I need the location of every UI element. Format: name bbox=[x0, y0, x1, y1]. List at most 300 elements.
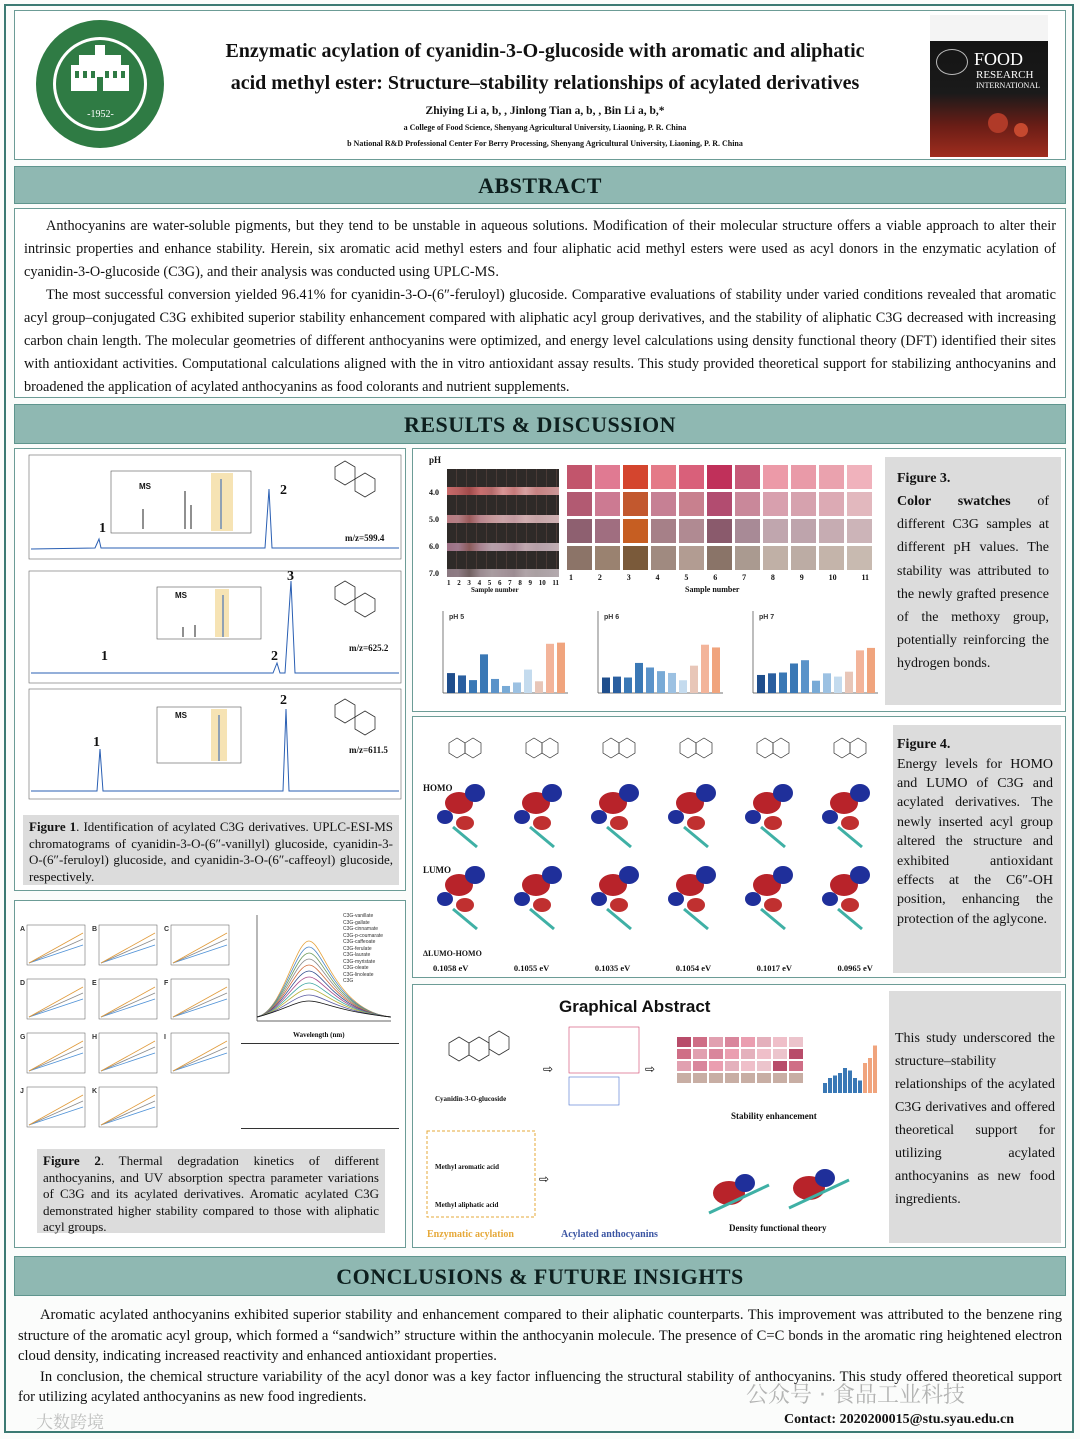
kinetics-panels bbox=[19, 915, 239, 1145]
ga-aromatic-label: Methyl aromatic acid bbox=[435, 1163, 500, 1171]
kinetics-line bbox=[101, 993, 155, 1017]
uv-legend-item: C3G-p-coumarate bbox=[343, 932, 384, 939]
lumo-orbital bbox=[619, 866, 639, 884]
peak-label: 2 bbox=[280, 693, 287, 708]
delta-e-bar bbox=[646, 667, 654, 693]
color-swatch bbox=[595, 492, 620, 516]
lumo-label: LUMO bbox=[423, 865, 451, 875]
delta-e-bar bbox=[513, 682, 521, 693]
ga-orbital bbox=[735, 1174, 755, 1192]
ga-swatch bbox=[757, 1073, 771, 1083]
figure-4-title: Figure 4. bbox=[897, 737, 951, 752]
delta-e-bar bbox=[757, 675, 765, 693]
affiliation-a: a College of Food Science, Shenyang Agricultural University, Liaoning, P. R. China bbox=[403, 123, 687, 132]
delta-e-bar bbox=[447, 673, 455, 693]
uv-legend-item: C3G-vanillate bbox=[343, 913, 374, 919]
kinetics-panel-label: A bbox=[20, 926, 26, 933]
kinetics-panel-label: K bbox=[92, 1088, 98, 1095]
delta-e-bar bbox=[690, 666, 698, 693]
delta-e-chart-title: pH 6 bbox=[604, 614, 620, 621]
figure-1-text: . Identification of acylated C3G derivatives. UPLC-ESI-MS chromatograms of cyanidin-3-O-(6″-vanillyl) glucoside, cyanidin-3-O-(6″-feruloyl) glucoside, and cyanidin-3-O-(6″-caffeoyl) glucoside, respectively. bbox=[29, 819, 393, 884]
ga-bar bbox=[833, 1076, 837, 1094]
color-swatch bbox=[763, 492, 788, 516]
lumo-orbital bbox=[465, 866, 485, 884]
affiliation-b: b National R&D Professional Center For Berry Processing, Shenyang Agricultural University, Liaoning, P. R. China bbox=[347, 139, 743, 148]
color-swatch bbox=[679, 492, 704, 516]
uv-legend-item: C3G-ferulate bbox=[343, 945, 372, 952]
kinetics-panel-label: F bbox=[164, 980, 169, 987]
homo-orbital bbox=[850, 784, 870, 802]
sample-number: 2 bbox=[597, 573, 602, 582]
ga-swatch bbox=[773, 1073, 787, 1083]
homo-orbital bbox=[822, 810, 838, 824]
journal-title-3: INTERNATIONAL bbox=[976, 81, 1040, 90]
ga-bar bbox=[848, 1071, 852, 1094]
homo-orbital bbox=[514, 810, 530, 824]
color-swatches bbox=[567, 465, 877, 585]
color-swatch bbox=[595, 519, 620, 543]
color-swatch bbox=[623, 546, 648, 570]
color-swatch bbox=[819, 546, 844, 570]
ga-swatch bbox=[709, 1061, 723, 1071]
figure-3-caption bbox=[885, 457, 1061, 705]
color-swatch bbox=[567, 465, 592, 489]
delta-e-bar bbox=[790, 663, 798, 693]
authors: Zhiying Li a, b, , Jinlong Tian a, b, , Bin Li a, b,* bbox=[425, 105, 665, 117]
sample-number: 5 bbox=[487, 579, 492, 587]
kinetics-panel-label: H bbox=[92, 1034, 98, 1041]
color-swatch bbox=[707, 492, 732, 516]
color-swatch bbox=[791, 519, 816, 543]
color-swatch bbox=[707, 546, 732, 570]
graphical-abstract-art bbox=[419, 1023, 889, 1243]
color-swatch bbox=[595, 465, 620, 489]
figure-3-panel bbox=[412, 448, 1066, 712]
uv-legend-item: C3G-myristate bbox=[343, 958, 376, 965]
kinetics-panel-label: C bbox=[164, 926, 170, 933]
delta-e-bar bbox=[535, 681, 543, 693]
color-swatch bbox=[651, 519, 676, 543]
delta-e-charts bbox=[423, 597, 883, 707]
homo-orbital bbox=[687, 816, 705, 830]
ga-swatch bbox=[741, 1037, 755, 1047]
figure-2-label: Figure 2 bbox=[43, 1153, 101, 1168]
sample-number: 3 bbox=[467, 579, 471, 587]
delta-e-bar bbox=[668, 673, 676, 693]
sample-number: 3 bbox=[626, 573, 631, 582]
color-swatch bbox=[791, 465, 816, 489]
abstract-box bbox=[14, 208, 1066, 398]
header bbox=[14, 10, 1066, 160]
kinetics-line bbox=[101, 1101, 155, 1125]
graphical-abstract-title: Graphical Abstract bbox=[559, 997, 711, 1016]
delta-e-chart-title: pH 5 bbox=[449, 614, 465, 621]
delta-e-bar bbox=[624, 678, 632, 693]
peak-label: 1 bbox=[99, 521, 106, 536]
mz-label-3: m/z=611.5 bbox=[349, 745, 388, 755]
kinetics-panel-label: D bbox=[20, 980, 26, 987]
homo-orbital bbox=[696, 784, 716, 802]
color-swatch bbox=[623, 492, 648, 516]
homo-orbital bbox=[619, 784, 639, 802]
color-swatch bbox=[847, 492, 872, 516]
color-swatch bbox=[707, 465, 732, 489]
molecule-structure bbox=[834, 738, 866, 758]
sample-number: 4 bbox=[655, 573, 660, 582]
color-swatch bbox=[819, 465, 844, 489]
color-swatch bbox=[847, 546, 872, 570]
lumo-orbital bbox=[610, 898, 628, 912]
abstract-heading: ABSTRACT bbox=[14, 166, 1066, 204]
figure-1-caption bbox=[23, 815, 399, 885]
ga-bar bbox=[823, 1083, 827, 1093]
ga-bar bbox=[868, 1058, 872, 1093]
delta-e-bar bbox=[613, 677, 621, 693]
figure-1-chromatograms bbox=[15, 449, 407, 809]
ga-swatch bbox=[773, 1037, 787, 1047]
peak-label: 3 bbox=[287, 569, 294, 584]
molecule-structure bbox=[449, 738, 481, 758]
kinetics-line bbox=[173, 993, 227, 1017]
aromatic-acyl-box bbox=[569, 1027, 639, 1073]
kinetics-line bbox=[101, 939, 155, 963]
ga-swatch bbox=[677, 1049, 691, 1059]
energy-values: 0.1058 eV 0.1055 eV 0.1035 eV 0.1054 eV 0.1017 eV 0.0965 eV bbox=[433, 963, 873, 973]
lumo-orbital bbox=[696, 866, 716, 884]
ga-swatch bbox=[693, 1061, 707, 1071]
ga-bar bbox=[858, 1081, 862, 1094]
sample-number: 7 bbox=[742, 573, 747, 582]
peak-label: 2 bbox=[271, 649, 278, 664]
sample-number: 1 bbox=[447, 579, 451, 587]
logo-year: -1952- bbox=[87, 109, 114, 120]
sample-number: 6 bbox=[713, 573, 718, 582]
abstract-paragraph-2: The most successful conversion yielded 96.41% for cyanidin-3-O-(6″-feruloyl) glucoside. Comparative evaluations of stability under varied conditions revealed that aromatic acyl group–conjugated C3G exhibited superior stability enhancement compared with aliphatic acyl group derivatives, and the stability of aliphatic C3G decreased with increasing carbon chain length. The molecular geometries of different anthocyanins were optimized, and energy level calculations using density functional theory (DFT) identified their sites with antioxidant activities. Computational calculations aligned with the in vitro antioxidant assay results. This study provided theoretical support for stabilizing anthocyanins and broadened the application of acylated anthocyanins as food colorants and nutrient supplements. bbox=[24, 287, 1056, 395]
ga-bar bbox=[843, 1068, 847, 1093]
graphical-abstract-text: This study underscored the structure–stability relationships of the acylated C3G derivatives and offered theoretical support for utilizing acylated anthocyanins as new food ingredients. bbox=[895, 1031, 1055, 1207]
ga-swatch bbox=[773, 1061, 787, 1071]
peak-label: 1 bbox=[93, 735, 100, 750]
ga-bar bbox=[863, 1063, 867, 1093]
delta-e-chart-title: pH 7 bbox=[759, 614, 775, 621]
delta-e-bar bbox=[679, 680, 687, 693]
lumo-orbital bbox=[822, 892, 838, 906]
figure-2-text: . Thermal degradation kinetics of different anthocyanins, and UV absorption spectra parameter variations of C3G and its acylated derivatives. Aromatic acylated C3G demonstrated higher stability compared to those with aliphatic acyl groups. bbox=[43, 1153, 379, 1234]
kinetics-line bbox=[173, 1047, 227, 1071]
lumo-orbital bbox=[437, 892, 453, 906]
ga-swatch bbox=[741, 1073, 755, 1083]
color-swatch bbox=[735, 546, 760, 570]
molecule-structure bbox=[526, 738, 558, 758]
delta-e-bar bbox=[712, 647, 720, 693]
sample-number: 10 bbox=[828, 573, 837, 582]
delta-e-bar bbox=[635, 663, 643, 693]
ga-swatch bbox=[677, 1073, 691, 1083]
sample-number-label-right: Sample number bbox=[685, 585, 740, 594]
delta-e-bar bbox=[834, 677, 842, 693]
ga-swatch bbox=[677, 1037, 691, 1047]
kinetics-line bbox=[101, 1047, 155, 1071]
ga-swatch bbox=[789, 1073, 803, 1083]
homo-orbital bbox=[591, 810, 607, 824]
homo-orbital bbox=[437, 810, 453, 824]
color-swatch bbox=[567, 546, 592, 570]
kinetics-panel-label: G bbox=[20, 1034, 26, 1041]
ph-label: pH bbox=[429, 455, 442, 465]
ga-swatch bbox=[709, 1073, 723, 1083]
delta-e-bar bbox=[768, 673, 776, 693]
ga-swatch bbox=[725, 1049, 739, 1059]
color-swatch bbox=[791, 492, 816, 516]
color-swatch bbox=[819, 492, 844, 516]
delta-e-bar bbox=[801, 660, 809, 693]
delta-e-bar bbox=[491, 679, 499, 693]
results-heading: RESULTS & DISCUSSION bbox=[14, 404, 1066, 444]
kinetics-panel-label: E bbox=[92, 980, 97, 987]
kinetics-panel-label: B bbox=[92, 926, 98, 933]
delta-e-bar bbox=[823, 673, 831, 693]
homo-orbital bbox=[610, 816, 628, 830]
uv-legend bbox=[343, 913, 383, 985]
color-swatch bbox=[847, 519, 872, 543]
ga-bar bbox=[828, 1078, 832, 1093]
delta-e-bar bbox=[480, 654, 488, 693]
color-swatch bbox=[763, 546, 788, 570]
delta-e-bar bbox=[602, 678, 610, 693]
mz-label-2: m/z=625.2 bbox=[349, 643, 389, 653]
sample-number: 11 bbox=[861, 573, 869, 582]
poster-title bbox=[195, 35, 895, 99]
figure-1-label: Figure 1 bbox=[29, 819, 77, 834]
contact-line: Contact: 2020200015@stu.syau.edu.cn bbox=[784, 1412, 1015, 1427]
figure-3-bold: Color swatches bbox=[897, 494, 1011, 509]
lumo-orbital bbox=[514, 892, 530, 906]
ga-bar bbox=[873, 1046, 877, 1094]
color-swatch bbox=[735, 465, 760, 489]
delta-e-bar bbox=[458, 675, 466, 693]
figure-4-caption bbox=[893, 725, 1061, 973]
sample-number: 7 bbox=[508, 579, 512, 587]
graphical-abstract-text-box bbox=[889, 991, 1061, 1243]
delta-e-bar bbox=[502, 686, 510, 693]
lumo-orbital bbox=[745, 892, 761, 906]
ga-stability-label: Stability enhancement bbox=[731, 1111, 817, 1121]
lumo-orbital bbox=[850, 866, 870, 884]
ga-swatch bbox=[789, 1037, 803, 1047]
uv-legend-item: C3G-caffeoate bbox=[343, 939, 376, 945]
color-swatch bbox=[651, 492, 676, 516]
figure-3-title: Figure 3. bbox=[897, 471, 951, 486]
peak-label: 2 bbox=[280, 483, 287, 498]
ga-swatch bbox=[789, 1061, 803, 1071]
peak-label: 1 bbox=[101, 649, 108, 664]
uv-legend-item: C3G-oleate bbox=[343, 965, 369, 971]
kinetics-line bbox=[29, 939, 83, 963]
molecule-structure bbox=[680, 738, 712, 758]
ga-swatch bbox=[725, 1061, 739, 1071]
watermark-corner: 大数跨境 bbox=[36, 1413, 104, 1433]
lumo-orbital bbox=[687, 898, 705, 912]
journal-cover bbox=[930, 15, 1048, 157]
delta-e-bar bbox=[856, 650, 864, 693]
color-swatch bbox=[819, 519, 844, 543]
sample-number: 1 bbox=[569, 573, 573, 582]
color-swatch bbox=[567, 519, 592, 543]
color-swatch bbox=[679, 519, 704, 543]
mz-label-1: m/z=599.4 bbox=[345, 533, 385, 543]
university-logo bbox=[33, 17, 168, 152]
ga-swatch bbox=[693, 1073, 707, 1083]
color-swatch bbox=[707, 519, 732, 543]
lumo-orbital bbox=[533, 898, 551, 912]
color-swatch bbox=[763, 465, 788, 489]
ga-swatch bbox=[709, 1037, 723, 1047]
ga-swatch bbox=[741, 1049, 755, 1059]
color-swatch bbox=[735, 519, 760, 543]
dft-orbitals bbox=[419, 723, 889, 973]
color-swatch bbox=[679, 546, 704, 570]
homo-orbital bbox=[764, 816, 782, 830]
ga-swatch bbox=[773, 1049, 787, 1059]
ga-swatch bbox=[789, 1049, 803, 1059]
ga-swatch bbox=[757, 1049, 771, 1059]
ga-swatch bbox=[693, 1049, 707, 1059]
delta-e-bar bbox=[657, 671, 665, 693]
ga-swatch bbox=[757, 1037, 771, 1047]
uv-legend-item: C3G bbox=[343, 978, 354, 984]
arrow: ⇨ bbox=[645, 1062, 656, 1076]
color-swatch bbox=[623, 519, 648, 543]
ga-swatch bbox=[725, 1037, 739, 1047]
conclusions-heading: CONCLUSIONS & FUTURE INSIGHTS bbox=[14, 1256, 1066, 1296]
arrow: ⇨ bbox=[543, 1062, 554, 1076]
homo-orbital bbox=[773, 784, 793, 802]
color-swatch bbox=[791, 546, 816, 570]
figure-4-panel bbox=[412, 716, 1066, 978]
molecule-structure bbox=[603, 738, 635, 758]
color-swatch bbox=[763, 519, 788, 543]
sample-number: 8 bbox=[770, 573, 775, 582]
sample-number: 2 bbox=[457, 579, 461, 587]
uv-legend-item: C3G-gallate bbox=[343, 919, 370, 926]
ga-bar bbox=[853, 1078, 857, 1093]
sample-number: 4 bbox=[477, 579, 482, 587]
arrow: ⇨ bbox=[539, 1172, 550, 1186]
sample-number: 11 bbox=[552, 579, 559, 587]
uv-legend-item: C3G-linoleate bbox=[343, 971, 374, 978]
homo-orbital bbox=[456, 816, 474, 830]
kinetics-line bbox=[29, 993, 83, 1017]
sample-axis-right bbox=[569, 573, 869, 582]
uv-legend-item: C3G-cinnamate bbox=[343, 926, 379, 932]
color-swatch bbox=[847, 465, 872, 489]
delta-e-bar bbox=[867, 648, 875, 693]
delta-e-bar bbox=[812, 681, 820, 693]
ga-swatch bbox=[693, 1037, 707, 1047]
lumo-orbital bbox=[773, 866, 793, 884]
aliphatic-acyl-box bbox=[569, 1077, 619, 1105]
homo-label: HOMO bbox=[423, 783, 453, 793]
figure-3-text: of different C3G samples at different pH values. The stability was attributed to the newly grafted presence of the methoxy group, potentially reinforcing the hydrogen bonds. bbox=[897, 494, 1049, 672]
sample-number: 10 bbox=[538, 579, 546, 587]
color-swatch bbox=[651, 546, 676, 570]
ga-enzymatic-label: Enzymatic acylation bbox=[427, 1229, 514, 1240]
ga-swatch bbox=[725, 1073, 739, 1083]
delta-e-bar bbox=[469, 680, 477, 693]
homo-orbital bbox=[668, 810, 684, 824]
ga-swatch bbox=[741, 1061, 755, 1071]
ms-label-2: MS bbox=[175, 591, 187, 600]
lumo-orbital bbox=[764, 898, 782, 912]
vial-photo bbox=[447, 469, 559, 577]
delta-e-bar bbox=[524, 670, 532, 693]
title-line-2: acid methyl ester: Structure–stability relationships of acylated derivatives bbox=[230, 72, 860, 94]
abstract-paragraph-1: Anthocyanins are water-soluble pigments, but they tend to be unstable in aqueous solutions. Modification of their molecular structure offers a viable approach to alter their intrinsic properties and enhance stability. Herein, six aromatic acid methyl esters and four aliphatic acid methyl esters were used as acyl donors in the enzymatic acylation of cyanidin-3-O-glucoside (C3G), and their analysis was conducted using UPLC-MS. bbox=[24, 218, 1056, 280]
ms-label-1: MS bbox=[139, 482, 151, 491]
lumo-orbital bbox=[591, 892, 607, 906]
title-line-1: Enzymatic acylation of cyanidin-3-O-glucoside with aromatic and aliphatic bbox=[225, 40, 865, 62]
kinetics-panel-label: J bbox=[20, 1088, 24, 1095]
kinetics-line bbox=[29, 1101, 83, 1125]
ga-aliphatic-label: Methyl aliphatic acid bbox=[435, 1201, 499, 1209]
color-swatch bbox=[735, 492, 760, 516]
delta-e-bar bbox=[779, 673, 787, 694]
watermark-wechat: 公众号 · 食品工业科技 bbox=[746, 1383, 965, 1408]
delta-e-bar bbox=[701, 645, 709, 693]
ga-swatch bbox=[757, 1061, 771, 1071]
figure-4-text: Energy levels for HOMO and LUMO of C3G and acylated derivatives. The newly inserted acyl group altered the structure and exhibited antioxidant effects at the C6″-OH position, enhancing the protection of the aglycone. bbox=[897, 756, 1053, 927]
ga-orbital bbox=[815, 1169, 835, 1187]
sample-number: 5 bbox=[684, 573, 689, 582]
graphical-abstract-panel bbox=[412, 984, 1066, 1248]
ph-values: 4.0 5.0 6.0 7.0 bbox=[429, 488, 439, 578]
color-swatch bbox=[595, 546, 620, 570]
color-swatch bbox=[623, 465, 648, 489]
conclusions-paragraph-2: In conclusion, the chemical structure variability of the acyl donor was a key factor influencing the structural stability of anthocyanins. This study offered theoretical support for utilizing acylated anthocyanins as new food ingredients. bbox=[18, 1368, 1062, 1405]
color-swatch bbox=[651, 465, 676, 489]
ga-swatch bbox=[677, 1061, 691, 1071]
c3g-structure bbox=[449, 1031, 509, 1061]
sample-number: 8 bbox=[518, 579, 522, 587]
journal-title-2: RESEARCH bbox=[976, 69, 1034, 81]
sample-number: 9 bbox=[528, 579, 532, 587]
uv-legend-item: C3G-laurate bbox=[343, 952, 371, 958]
delta-e-bar bbox=[557, 643, 565, 693]
ga-bar bbox=[838, 1073, 842, 1093]
figure-2-panel bbox=[14, 900, 406, 1248]
delta-label: ΔLUMO-HOMO bbox=[423, 949, 482, 958]
sample-number: 9 bbox=[799, 573, 804, 582]
molecule-structure bbox=[757, 738, 789, 758]
homo-orbital bbox=[841, 816, 859, 830]
figure-1-panel bbox=[14, 448, 406, 891]
homo-orbital bbox=[533, 816, 551, 830]
lumo-orbital bbox=[668, 892, 684, 906]
conclusions-paragraph-1: Aromatic acylated anthocyanins exhibited superior stability and enhancement compared to their aliphatic counterparts. This improvement was attributed to the benzene ring structure of the aromatic acyl group, which formed a “sandwich” structure within the anthocyanin molecule. The presence of C=C bonds in the aromatic ring heightened electron cloud density, indicating increased reactivity and enhanced antioxidant properties. bbox=[18, 1307, 1062, 1364]
sample-number: 6 bbox=[497, 579, 502, 587]
lumo-orbital bbox=[841, 898, 859, 912]
delta-e-bar bbox=[546, 644, 554, 693]
homo-orbital bbox=[465, 784, 485, 802]
kinetics-panel-label: I bbox=[164, 1034, 166, 1041]
homo-orbital bbox=[745, 810, 761, 824]
delta-e-bar bbox=[845, 672, 853, 693]
sample-number-label-left: Sample number bbox=[471, 586, 519, 594]
lumo-orbital bbox=[542, 866, 562, 884]
ms-label-3: MS bbox=[175, 711, 187, 720]
ga-swatch bbox=[709, 1049, 723, 1059]
figure-2-caption bbox=[37, 1149, 385, 1233]
